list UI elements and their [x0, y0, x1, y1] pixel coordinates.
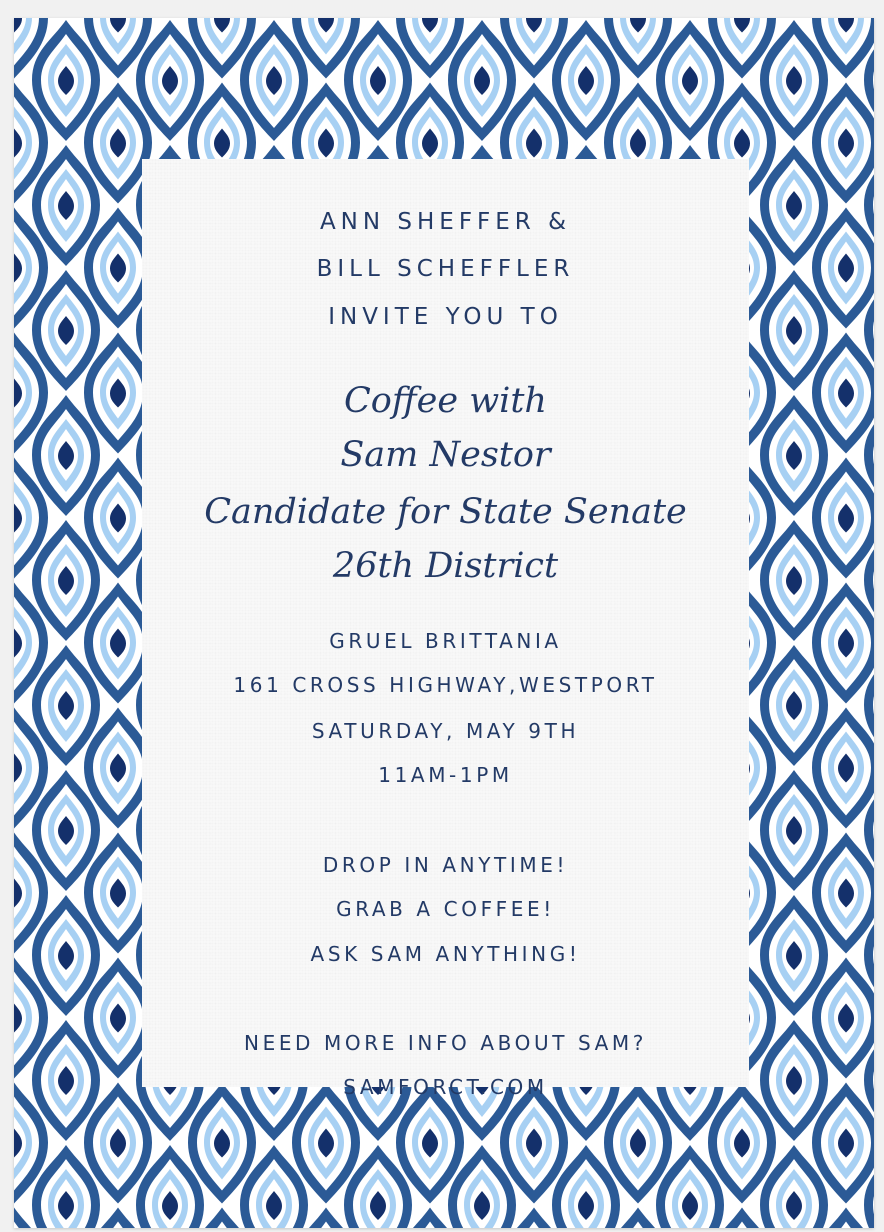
event-date: SATURDAY, MAY 9TH	[311, 719, 580, 743]
invitation-card	[14, 18, 874, 1228]
event-title-line-1: Coffee with	[344, 381, 547, 421]
host-line-2: BILL SCHEFFLER	[316, 256, 575, 282]
campaign-website: SAMFORCT.COM	[343, 1075, 548, 1099]
venue-name: GRUEL BRITTANIA	[329, 629, 562, 653]
invite-line: INVITE YOU TO	[328, 304, 563, 330]
event-time: 11AM-1PM	[378, 763, 513, 787]
more-info-question: NEED MORE INFO ABOUT SAM?	[244, 1031, 647, 1055]
event-title-line-2: Sam Nestor	[340, 435, 551, 475]
note-line-2: GRAB A COFFEE!	[336, 897, 555, 921]
note-line-3: ASK SAM ANYTHING!	[310, 942, 581, 966]
venue-address: 161 CROSS HIGHWAY,WESTPORT	[233, 673, 658, 697]
event-title-line-4: 26th District	[332, 546, 559, 586]
host-line-1: ANN SHEFFER &	[319, 209, 572, 235]
invitation-text-panel	[142, 159, 749, 1099]
event-title-line-3: Candidate for State Senate	[204, 492, 687, 532]
note-line-1: DROP IN ANYTIME!	[322, 853, 569, 877]
